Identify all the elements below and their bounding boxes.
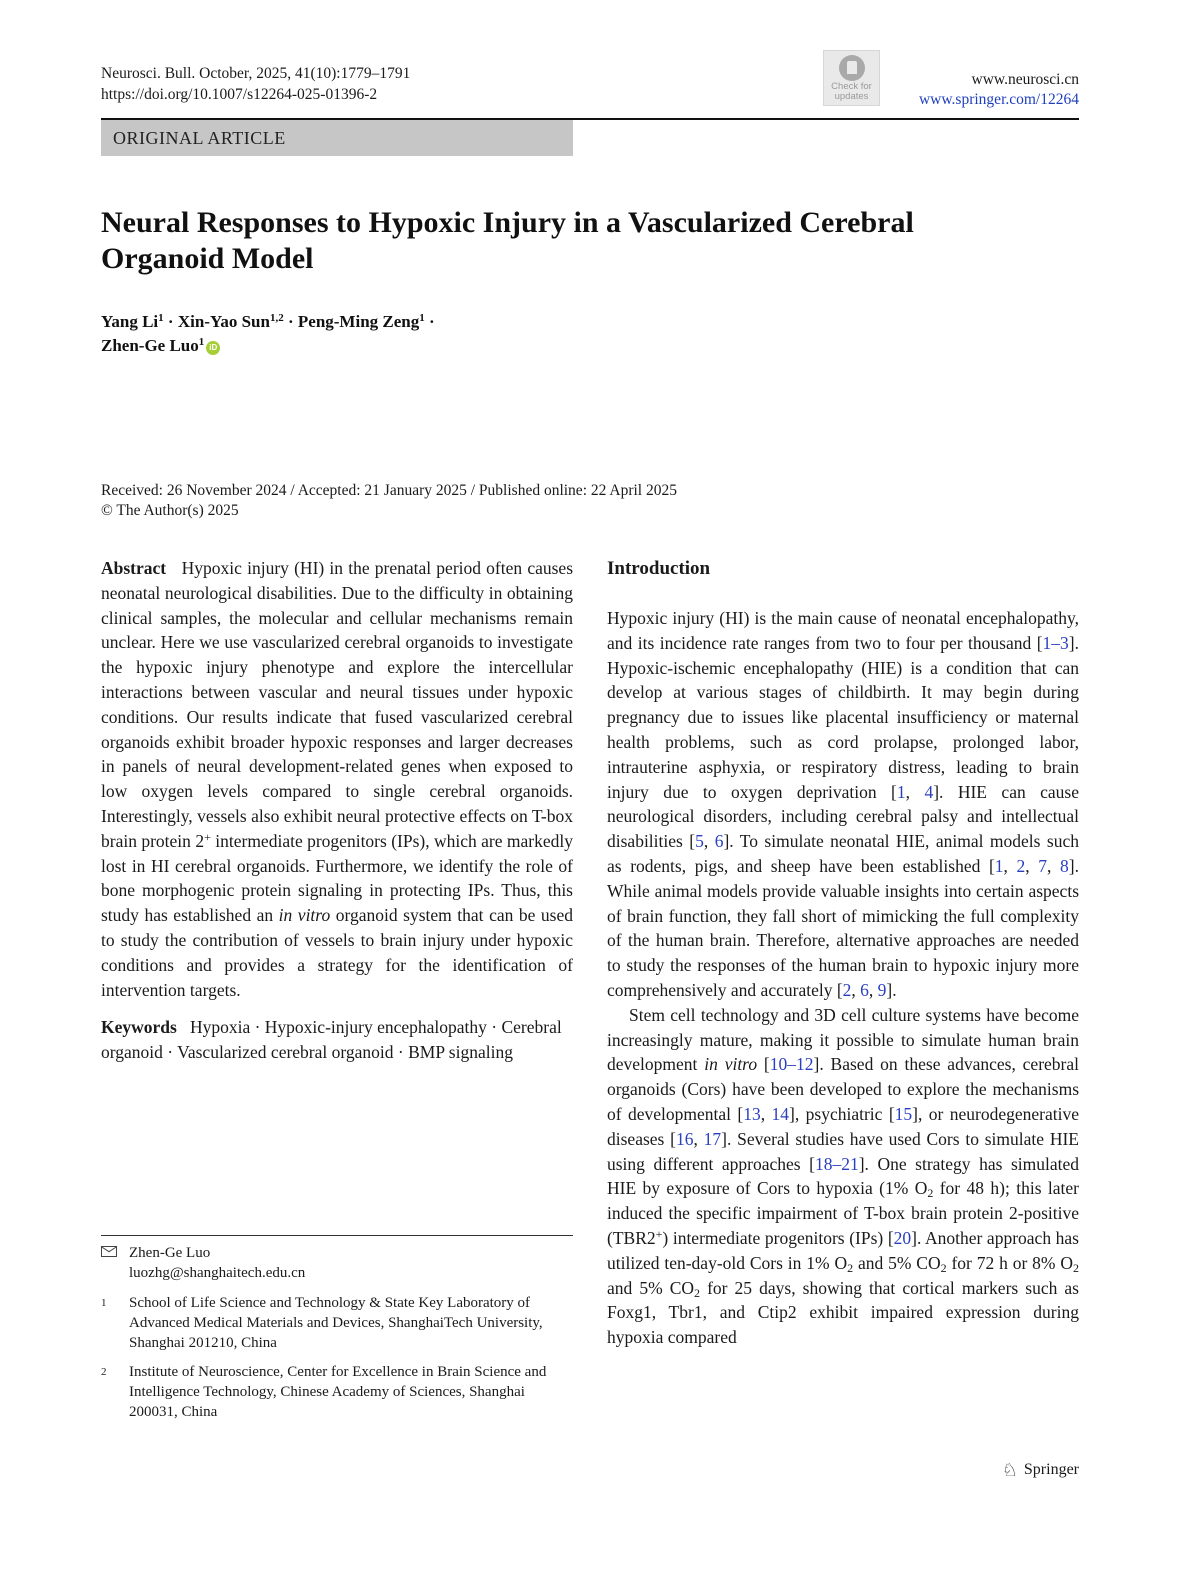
intro-paragraph-2: Stem cell technology and 3D cell culture systems have become increasingly mature, making it possible to simulate human brain development in vitro [10–12]. Based on these advances, cerebral organoids (Cors) have been developed to explore the mechanisms of developmental [13, 14], psychiatric [15], or neurodegenerative diseases [16, 17]. Several studies have used Cors to simulate HIE using different approaches [18–21]. One strategy has simulated HIE by exposure of Cors to hypoxia (1% $O_2$ for 48 h); this later induced the specific impairment of T-box brain protein 2-positive (TBR2+) intermediate progenitors (IPs) [20]. Another approach has utilized ten-day-old Cors in 1% $O_2$ and 5% $CO_2$ for 72 h or 8% $O_2$ and 5% $CO_2$ for 25 days, showing that cortical markers such as Foxg1, Tbr1, and Ctip2 exhibit impaired expression during hypoxia compared <box>607 1004 1080 1348</box>
citation-link[interactable]: 7 <box>1038 855 1048 876</box>
author[interactable]: Peng-Ming Zeng$^1$ <box>297 312 425 331</box>
doi-link[interactable]: https://doi.org/10.1007/s12264-025-01396-2 <box>101 86 378 103</box>
citation-link[interactable]: 13 <box>743 1103 761 1124</box>
citation-link[interactable]: 1–3 <box>1042 632 1069 653</box>
keywords-label: Keywords <box>101 1017 177 1038</box>
crossmark-icon <box>839 55 865 81</box>
citation-link[interactable]: 16 <box>675 1128 694 1149</box>
citation-link[interactable]: 18–21 <box>814 1153 859 1174</box>
abstract-label: Abstract <box>101 558 167 578</box>
copyright: © The Author(s) 2025 <box>101 502 239 519</box>
citation-link[interactable]: 6 <box>860 979 869 1000</box>
corresponding-author <box>101 1243 573 1283</box>
citation-link[interactable]: 6 <box>714 831 724 852</box>
right-column <box>607 556 1079 1350</box>
article-type-banner: ORIGINAL ARTICLE <box>101 120 573 156</box>
crossmark-label: Check for updates <box>831 81 872 102</box>
springer-link[interactable]: www.springer.com/12264 <box>918 91 1079 108</box>
author[interactable]: Yang Li$^1$ <box>101 312 164 331</box>
journal-websites <box>919 70 1079 110</box>
section-heading-introduction: Introduction <box>607 558 711 579</box>
history-dates: Received: 26 November 2024 / Accepted: 21 January 2025 / Published online: 22 April 2025 <box>101 482 677 499</box>
abstract: Abstract Hypoxic injury (HI) in the prenatal period often causes neonatal neurological disabilities. Due to the difficulty in obtaining clinical samples, the molecular and cellular mechanisms remain unclear. Here we use vascularized cerebral organoids to investigate the hypoxic injury phenotype and explore the intercellular interactions between vascular and neural tissues under hypoxic conditions. Our results indicate that fused vascularized cerebral organoids exhibit broader hypoxic responses and larger decreases in panels of neural development-related genes when exposed to low oxygen levels compared to single cerebral organoids. Interestingly, vessels also exhibit neural protective effects on T-box brain protein 2+ intermediate progenitors (IPs), which are markedly lost in HI cerebral organoids. Furthermore, we identify the role of bone morphogenic protein signaling in protecting IPs. Thus, this study has established an in vitro organoid system that can be used to study the contribution of vessels to brain injury under hypoxic conditions and provides a strategy for the identification of intervention targets. <box>101 558 574 1000</box>
citation-link[interactable]: 1 <box>896 781 906 802</box>
journal-header <box>101 63 410 105</box>
citation-link[interactable]: 5 <box>695 831 704 852</box>
neurosci-link[interactable]: www.neurosci.cn <box>971 71 1079 88</box>
affiliation-mark: 1 <box>101 1297 107 1309</box>
citation-link[interactable]: 4 <box>924 781 934 802</box>
intro-paragraph-1: Hypoxic injury (HI) is the main cause of neonatal encephalopathy, and its incidence rate ranges from two to four per thousand [1–3]. Hypoxic-ischemic encephalopathy (HIE) is a condition that can develop at various stages of childbirth. It may begin during pregnancy due to issues like placental insufficiency or maternal health problems, such as cord prolapse, prolonged labor, intrauterine asphyxia, or respiratory distress, leading to brain injury due to oxygen deprivation [1, 4]. HIE can cause neurological disorders, including cerebral palsy and intellectual disabilities [5, 6]. To simulate neonatal HIE, animal models such as rodents, pigs, and sheep have been established [1, 2, 7, 8]. While animal models provide valuable insights into certain aspects of brain function, they fall short of mimicking the full complexity of the human brain. Therefore, alternative approaches are needed to study the responses of the human brain to hypoxic injury more comprehensively and accurately [2, 6, 9]. <box>607 608 1080 1000</box>
keywords-text: Hypoxia · Hypoxic-injury encephalopathy · Cerebral organoid · Vascularized cerebral organoid · BMP signaling <box>101 1017 562 1063</box>
check-for-updates-button[interactable] <box>823 50 880 106</box>
publisher-logo <box>1002 1459 1079 1481</box>
corresponding-name: Zhen-Ge Luo <box>129 1245 211 1261</box>
citation-link[interactable]: 2 <box>1016 855 1026 876</box>
email-envelope-icon <box>101 1246 117 1257</box>
keywords <box>101 1015 573 1065</box>
citation-link[interactable]: 17 <box>703 1128 722 1149</box>
footnote-rule <box>101 1235 573 1236</box>
publisher-name: Springer <box>1023 1461 1079 1478</box>
author[interactable]: Zhen-Ge Luo$^1$ <box>101 336 205 355</box>
journal-citation: Neurosci. Bull. October, 2025, 41(10):1779–1791 <box>101 65 411 82</box>
corresponding-email[interactable]: luozhg@shanghaitech.edu.cn <box>129 1265 306 1281</box>
citation-link[interactable]: 15 <box>894 1103 913 1124</box>
affiliation-1: 1 School of Life Science and Technology & State Key Laboratory of Advanced Medical Materials and Devices, ShanghaiTech University, Shanghai 201210, China <box>101 1295 543 1351</box>
citation-link[interactable]: 14 <box>771 1103 790 1124</box>
springer-horse-icon: ♘ <box>1001 1460 1018 1480</box>
citation-link[interactable]: 10–12 <box>769 1054 814 1075</box>
author[interactable]: Xin-Yao Sun$^{1,2}$ <box>177 312 284 331</box>
citation-link[interactable]: 20 <box>893 1227 912 1248</box>
citation-link[interactable]: 2 <box>842 979 852 1000</box>
citation-link[interactable]: 9 <box>877 979 887 1000</box>
article-title: Neural Responses to Hypoxic Injury in a Vascularized Cerebral Organoid Model <box>101 206 914 275</box>
left-column <box>101 556 573 1065</box>
orcid-icon[interactable]: iD <box>206 341 220 355</box>
author-list: Yang $Li^1 \cdot Xin-Yao$ Sun$^{1,2}$ · Peng-Ming Zeng$^1$ · Zhen-Ge Luo$^1$ iD <box>101 312 435 355</box>
affiliation-2: 2 Institute of Neuroscience, Center for Excellence in Brain Science and Intelligence Technology, Chinese Academy of Sciences, Shanghai 200031, China <box>101 1364 547 1420</box>
citation-link[interactable]: 8 <box>1060 855 1069 876</box>
affiliation-mark: 2 <box>101 1366 107 1378</box>
citation-link[interactable]: 1 <box>994 855 1004 876</box>
publication-dates <box>101 481 677 521</box>
